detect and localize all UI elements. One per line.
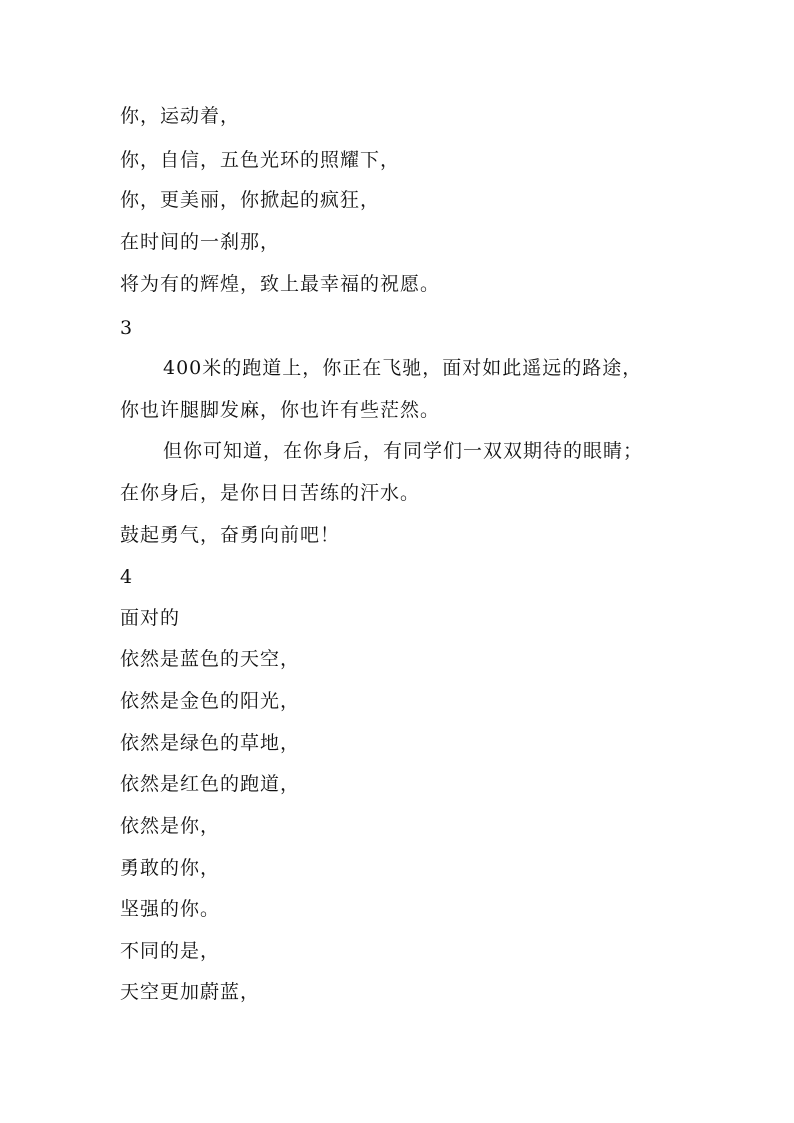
text-line: 你，自信，五色光环的照耀下， <box>120 149 401 171</box>
text-line: 不同的是， <box>120 940 221 962</box>
text-line: 依然是金色的阳光， <box>120 690 301 712</box>
text-line: 将为有的辉煌，致上最幸福的祝愿。 <box>120 273 441 295</box>
text-line: 面对的 <box>120 607 181 629</box>
text-line: 你，运动着， <box>120 105 241 127</box>
text-line: 依然是你， <box>120 815 221 837</box>
text-line: 依然是红色的跑道， <box>120 773 301 795</box>
text-line: 你也许腿脚发麻，你也许有些茫然。 <box>120 399 441 421</box>
text-line: 在你身后，是你日日苦练的汗水。 <box>120 482 421 504</box>
text-line: 天空更加蔚蓝， <box>120 981 261 1003</box>
text-line: 但你可知道，在你身后，有同学们一双双期待的眼睛； <box>163 440 644 462</box>
text-line: 坚强的你。 <box>120 898 221 920</box>
text-line: 400米的跑道上，你正在飞驰，面对如此遥远的路途， <box>163 357 643 379</box>
section-number: 3 <box>120 317 134 339</box>
section-number: 4 <box>120 566 134 588</box>
text-line: 依然是绿色的草地， <box>120 732 301 754</box>
text-line: 在时间的一刹那， <box>120 231 281 253</box>
text-line: 鼓起勇气，奋勇向前吧！ <box>120 524 341 546</box>
text-line: 依然是蓝色的天空， <box>120 648 301 670</box>
text-line: 勇敢的你， <box>120 857 221 879</box>
text-line: 你，更美丽，你掀起的疯狂， <box>120 189 381 211</box>
